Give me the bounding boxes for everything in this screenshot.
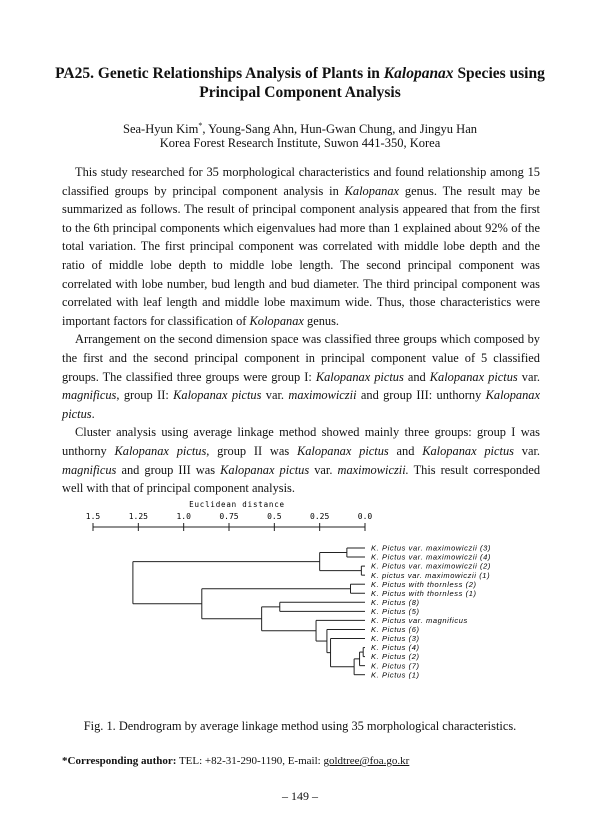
leaf-label: K. pictus var. maximowiczii (1) xyxy=(371,570,491,580)
tick-label: 1.0 xyxy=(176,512,191,521)
p2-text: and xyxy=(403,369,430,384)
paragraph-3 xyxy=(62,423,540,497)
p3-text: Cluster analysis using average linkage method showed mainly three groups: group I was unthorny xyxy=(62,425,540,458)
leaf-label: K. Pictus (4) xyxy=(371,643,420,653)
axis-title: Euclidean distance xyxy=(189,500,285,509)
leaf-label: K. Pictus (5) xyxy=(371,606,420,616)
p3-variety: maximowiczii. xyxy=(337,462,409,477)
leaf-label: K. Pictus (8) xyxy=(371,597,420,607)
p3-text: , group II was xyxy=(206,443,297,458)
page-number: – 149 – xyxy=(282,789,318,803)
paragraph-1 xyxy=(62,163,540,330)
p2-text: Arrangement on the second dimension space was classified three groups which composed by the first and the second principal component in principal component value of 5 classified groups. The classified three groups were group I: xyxy=(62,332,540,384)
p3-text: and group III was xyxy=(116,462,221,477)
corr-text: TEL: +82-31-290-1190, E-mail: xyxy=(176,755,324,767)
leaf-label: K. Pictus with thornless (2) xyxy=(371,579,477,589)
p2-species: Kalopanax pictus xyxy=(429,369,518,384)
corresponding-author-note xyxy=(62,754,409,768)
figure-caption: Fig. 1. Dendrogram by average linkage method using 35 morphological characteristics. xyxy=(83,719,517,733)
title-text-1: PA25. Genetic Relationships Analysis of Plants in xyxy=(55,65,384,82)
title-genus: Kalopanax xyxy=(383,65,454,82)
p1-genus: Kalopanax xyxy=(344,183,400,198)
leaf-label: K. Pictus (7) xyxy=(371,661,420,671)
p3-species: Kalopanax pictus xyxy=(114,443,207,458)
paragraph-2 xyxy=(62,330,540,423)
leaf-label: K. Pictus (1) xyxy=(371,670,420,680)
abstract-body xyxy=(62,163,540,498)
p2-variety: maximowiczii xyxy=(288,388,357,403)
leaf-label: K. Pictus var. maximowiczii (4) xyxy=(371,552,492,562)
affiliation: Korea Forest Research Institute, Suwon 441-350, Korea xyxy=(159,136,441,150)
p1-text: genus. The result may be summarized as follows. The result of principal component analysis appeared that from the first to the 6th principal components which eigenvalues had more than 1 explained about 92% of the total variation. The first principal component was correlated with middle lobe depth and the ratio of middle lobe depth to middle lobe length. The second principal component was correlated with lobe number, bud length and bud diameter. The third principal component was correlated with leaf length and middle lobe maximum wide. Thus, those characteristics were important factors for classification of xyxy=(62,183,540,328)
p2-variety: magnificus xyxy=(62,388,117,403)
tick-label: 1.5 xyxy=(85,512,101,521)
leaf-label: K. Pictus var. maximowiczii (3) xyxy=(371,543,492,553)
p2-text: var. xyxy=(261,388,289,403)
p2-species: Kalopanax pictus xyxy=(173,388,262,403)
leaf-label: K. Pictus with thornless (1) xyxy=(371,588,477,598)
p2-species: Kalopanax pictus xyxy=(62,388,540,421)
p1-genus: Kolopanax xyxy=(249,313,304,328)
p3-text: and xyxy=(388,443,423,458)
p1-text: genus. xyxy=(303,313,340,328)
p2-text: var. xyxy=(517,369,540,384)
tick-label: 0.0 xyxy=(357,512,373,521)
paper-title xyxy=(40,64,560,102)
leaf-label: K. Pictus (3) xyxy=(371,634,420,644)
p2-text: and group III: unthorny xyxy=(356,388,486,403)
leaf-label: K. Pictus var. maximowiczii (2) xyxy=(371,561,492,571)
p3-variety: magnificus xyxy=(62,462,117,477)
corresponding-mark: * xyxy=(198,121,203,130)
tick-label: 0.5 xyxy=(267,512,282,521)
tick-label: 1.25 xyxy=(128,512,148,521)
first-author: Sea-Hyun Kim xyxy=(123,122,199,137)
p3-text: This result corresponded well with that of principal component analysis. xyxy=(62,462,541,496)
p3-species: Kalopanax pictus xyxy=(422,443,514,458)
p2-text: , group II: xyxy=(116,388,174,403)
tick-label: 0.25 xyxy=(310,512,330,521)
corr-label: *Corresponding author: xyxy=(62,755,177,767)
p2-species: Kalopanax pictus xyxy=(315,369,404,384)
p2-text: . xyxy=(91,406,95,421)
title-text-2: Species using xyxy=(453,65,545,82)
leaf-label: K. Pictus var. magnificus xyxy=(371,616,468,625)
dendrogram-figure xyxy=(80,494,540,704)
leaf-label: K. Pictus (2) xyxy=(371,652,420,662)
tick-label: 0.75 xyxy=(219,512,239,521)
corr-email[interactable]: goldtree@foa.go.kr xyxy=(323,755,410,767)
leaf-label: K. Pictus (6) xyxy=(371,625,420,635)
p3-species: Kalopanax pictus xyxy=(220,462,310,477)
p3-text: var. xyxy=(513,443,540,458)
title-line-2: Principal Component Analysis xyxy=(199,84,401,101)
p1-text: This study researched for 35 morphological characteristics and found relationship among 15 classified groups by principal component analysis in xyxy=(62,165,540,198)
p3-species: Kalopanax pictus xyxy=(296,443,389,458)
p3-text: var. xyxy=(309,462,338,477)
other-authors: , Young-Sang Ahn, Hun-Gwan Chung, and Jingyu Han xyxy=(202,122,477,137)
